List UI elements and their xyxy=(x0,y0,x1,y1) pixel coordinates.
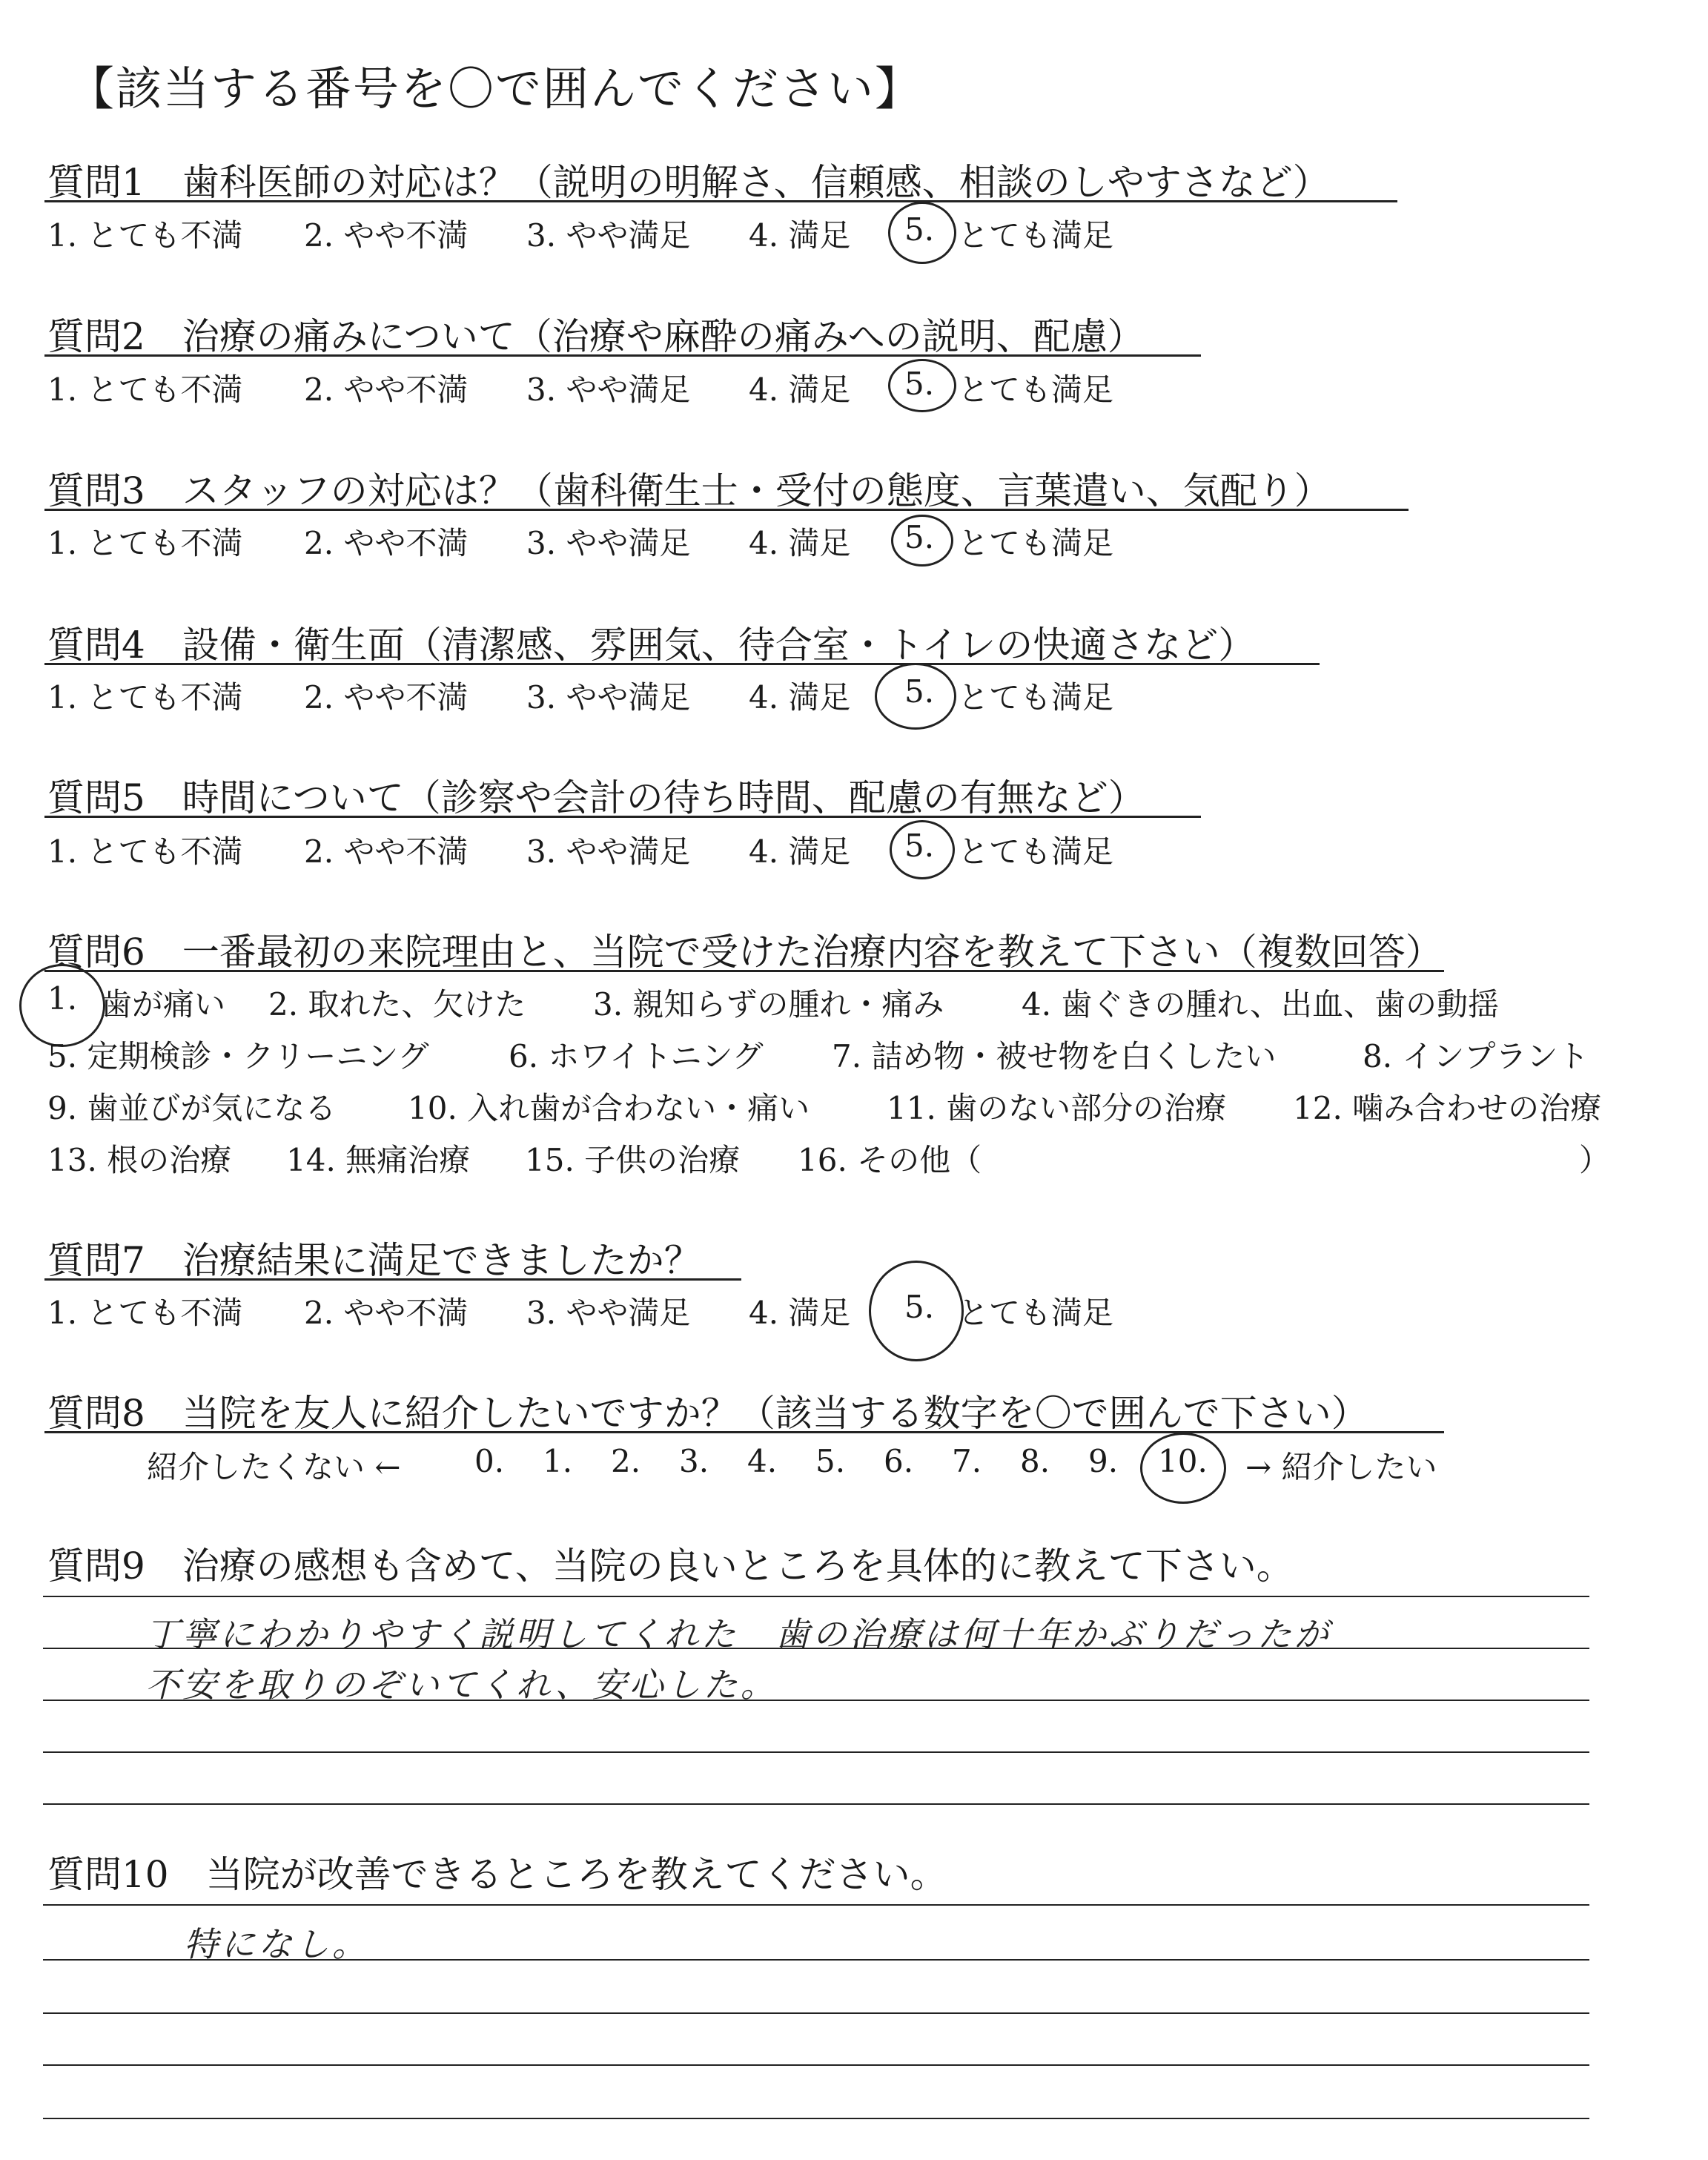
q1-selection-circle xyxy=(888,202,956,264)
q6-reason-12[interactable]: 12. 噛み合わせの治療 xyxy=(1293,1090,1602,1126)
q9-answer-line-1 xyxy=(43,1596,1589,1597)
q8-title: 質問8 当院を友人に紹介したいですか？（該当する数字を〇で囲んで下さい） xyxy=(47,1392,1368,1435)
q2-underline xyxy=(44,354,1201,357)
q6-reason-9[interactable]: 9. 歯並びが気になる xyxy=(47,1090,337,1126)
q6-reason-1[interactable]: 1. xyxy=(47,980,78,1017)
q3-underline xyxy=(44,509,1409,511)
q4-selection-circle xyxy=(875,663,956,730)
q1-option-1[interactable]: 1. とても不満 xyxy=(47,217,243,254)
q6-reason-10[interactable]: 10. 入れ歯が合わない・痛い xyxy=(408,1090,810,1126)
q3-option-3[interactable]: 3. やや満足 xyxy=(526,525,691,561)
q5-option-4[interactable]: 4. 満足 xyxy=(749,833,851,870)
q5-underline xyxy=(44,816,1201,818)
q1-option-5-label: とても満足 xyxy=(958,217,1114,254)
q3-option-5[interactable]: 5. xyxy=(904,519,935,555)
q5-option-3[interactable]: 3. やや満足 xyxy=(526,833,691,870)
q10-answer-line-3 xyxy=(43,2012,1589,2014)
q1-option-4[interactable]: 4. 満足 xyxy=(749,217,851,254)
q4-option-4[interactable]: 4. 満足 xyxy=(749,679,851,716)
q4-underline xyxy=(44,663,1320,665)
q7-option-1[interactable]: 1. とても不満 xyxy=(47,1295,243,1331)
q6-reason-5[interactable]: 5. 定期検診・クリーニング xyxy=(47,1038,429,1074)
q8-scale-2[interactable]: 2. xyxy=(611,1443,641,1479)
q3-option-4[interactable]: 4. 満足 xyxy=(749,525,851,561)
q3-option-5-label: とても満足 xyxy=(958,525,1114,561)
q7-option-5-label: とても満足 xyxy=(958,1295,1114,1331)
q4-title: 質問4 設備・衛生面（清潔感、雰囲気、待合室・トイレの快適さなど） xyxy=(47,624,1256,667)
q6-reason-6[interactable]: 6. ホワイトニング xyxy=(509,1038,764,1074)
q9-answer-line-2 xyxy=(43,1648,1589,1649)
q2-option-4[interactable]: 4. 満足 xyxy=(749,371,851,408)
q6-reason-16-close: ） xyxy=(1579,1142,1611,1178)
q7-title: 質問7 治療結果に満足できましたか？ xyxy=(47,1239,701,1282)
form-heading: 【該当する番号を〇で囲んでください】 xyxy=(68,62,923,116)
q5-selection-circle xyxy=(890,820,955,879)
q4-option-5-label: とても満足 xyxy=(958,679,1114,716)
q4-option-3[interactable]: 3. やや満足 xyxy=(526,679,691,716)
q8-scale-9[interactable]: 9. xyxy=(1088,1443,1119,1479)
q6-reason-3[interactable]: 3. 親知らずの腫れ・痛み xyxy=(593,986,944,1023)
q8-right-label: → 紹介したい xyxy=(1245,1449,1437,1485)
q3-option-2[interactable]: 2. やや不満 xyxy=(304,525,469,561)
q10-title: 質問10 当院が改善できるところを教えてください。 xyxy=(47,1853,947,1896)
q8-scale-1[interactable]: 1. xyxy=(543,1443,573,1479)
q7-option-4[interactable]: 4. 満足 xyxy=(749,1295,851,1331)
q8-scale-7[interactable]: 7. xyxy=(952,1443,982,1479)
q6-reason-14[interactable]: 14. 無痛治療 xyxy=(286,1142,471,1178)
q8-scale-3[interactable]: 3. xyxy=(679,1443,709,1479)
q8-scale-0[interactable]: 0. xyxy=(474,1443,505,1479)
q1-underline xyxy=(44,200,1397,202)
q9-title: 質問9 治療の感想も含めて、当院の良いところを具体的に教えて下さい。 xyxy=(47,1545,1294,1588)
q1-option-5[interactable]: 5. xyxy=(904,211,935,248)
q2-option-5[interactable]: 5. xyxy=(904,366,935,402)
q8-scale-10[interactable]: 10. xyxy=(1158,1443,1208,1479)
q1-option-3[interactable]: 3. やや満足 xyxy=(526,217,691,254)
q5-option-5-label: とても満足 xyxy=(958,833,1114,870)
q5-option-5[interactable]: 5. xyxy=(904,828,935,864)
q7-underline xyxy=(44,1278,741,1281)
q6-title: 質問6 一番最初の来院理由と、当院で受けた治療内容を教えて下さい（複数回答） xyxy=(47,931,1443,974)
q4-option-1[interactable]: 1. とても不満 xyxy=(47,679,243,716)
q9-answer-line-3 xyxy=(43,1700,1589,1701)
q8-scale-5[interactable]: 5. xyxy=(815,1443,846,1479)
q8-left-label: 紹介したくない ← xyxy=(147,1449,401,1485)
q6-reason-8[interactable]: 8. インプラント xyxy=(1363,1038,1589,1074)
q6-reason-4[interactable]: 4. 歯ぐきの腫れ、出血、歯の動揺 xyxy=(1022,986,1499,1023)
q8-selection-circle xyxy=(1140,1433,1226,1504)
q3-option-1[interactable]: 1. とても不満 xyxy=(47,525,243,561)
q7-option-2[interactable]: 2. やや不満 xyxy=(304,1295,469,1331)
q10-answer-line-1 xyxy=(43,1904,1589,1906)
q8-scale-8[interactable]: 8. xyxy=(1020,1443,1050,1479)
q6-reason-1-label: 歯が痛い xyxy=(101,986,226,1023)
q1-option-2[interactable]: 2. やや不満 xyxy=(304,217,469,254)
q4-option-5[interactable]: 5. xyxy=(904,673,935,710)
q8-underline xyxy=(44,1431,1444,1433)
q10-answer-line-5 xyxy=(43,2118,1589,2119)
q3-title: 質問3 スタッフの対応は？（歯科衛生士・受付の態度、言葉遣い、気配り） xyxy=(47,469,1331,512)
q9-answer-text-1[interactable]: 丁寧にわかりやすく説明してくれた 歯の治療は何十年かぶりだったが xyxy=(145,1614,1331,1654)
q7-option-3[interactable]: 3. やや満足 xyxy=(526,1295,691,1331)
q6-reason-15[interactable]: 15. 子供の治療 xyxy=(525,1142,741,1178)
q9-answer-line-4 xyxy=(43,1751,1589,1753)
q7-selection-circle xyxy=(869,1261,964,1361)
q2-option-3[interactable]: 3. やや満足 xyxy=(526,371,691,408)
q6-reason-11[interactable]: 11. 歯のない部分の治療 xyxy=(887,1090,1227,1126)
q6-reason-13[interactable]: 13. 根の治療 xyxy=(47,1142,232,1178)
q2-option-5-label: とても満足 xyxy=(958,371,1114,408)
q2-option-1[interactable]: 1. とても不満 xyxy=(47,371,243,408)
q6-underline xyxy=(44,970,1444,972)
q6-reason-16[interactable]: 16. その他（ xyxy=(798,1142,982,1178)
q2-title: 質問2 治療の痛みについて（治療や麻酔の痛みへの説明、配慮） xyxy=(47,315,1145,358)
q9-answer-line-5 xyxy=(43,1803,1589,1805)
q2-selection-circle xyxy=(888,359,956,412)
q10-answer-line-2 xyxy=(43,1959,1589,1961)
q1-title: 質問1 歯科医師の対応は？（説明の明解さ、信頼感、相談のしやすさなど） xyxy=(47,161,1330,204)
q10-answer-line-4 xyxy=(43,2064,1589,2066)
q8-scale-6[interactable]: 6. xyxy=(884,1443,914,1479)
q6-reason-2[interactable]: 2. 取れた、欠けた xyxy=(268,986,526,1023)
q6-reason-7[interactable]: 7. 詰め物・被せ物を白くしたい xyxy=(832,1038,1277,1074)
q5-title: 質問5 時間について（診察や会計の待ち時間、配慮の有無など） xyxy=(47,776,1145,819)
q2-option-2[interactable]: 2. やや不満 xyxy=(304,371,469,408)
q9-answer-text-2[interactable]: 不安を取りのぞいてくれ、安心した。 xyxy=(145,1665,778,1705)
q8-scale-4[interactable]: 4. xyxy=(747,1443,778,1479)
q10-answer-text-1[interactable]: 特になし。 xyxy=(184,1924,369,1964)
q4-option-2[interactable]: 2. やや不満 xyxy=(304,679,469,716)
q3-selection-circle xyxy=(891,515,953,567)
q5-option-2[interactable]: 2. やや不満 xyxy=(304,833,469,870)
q5-option-1[interactable]: 1. とても不満 xyxy=(47,833,243,870)
q7-option-5[interactable]: 5. xyxy=(904,1289,935,1325)
